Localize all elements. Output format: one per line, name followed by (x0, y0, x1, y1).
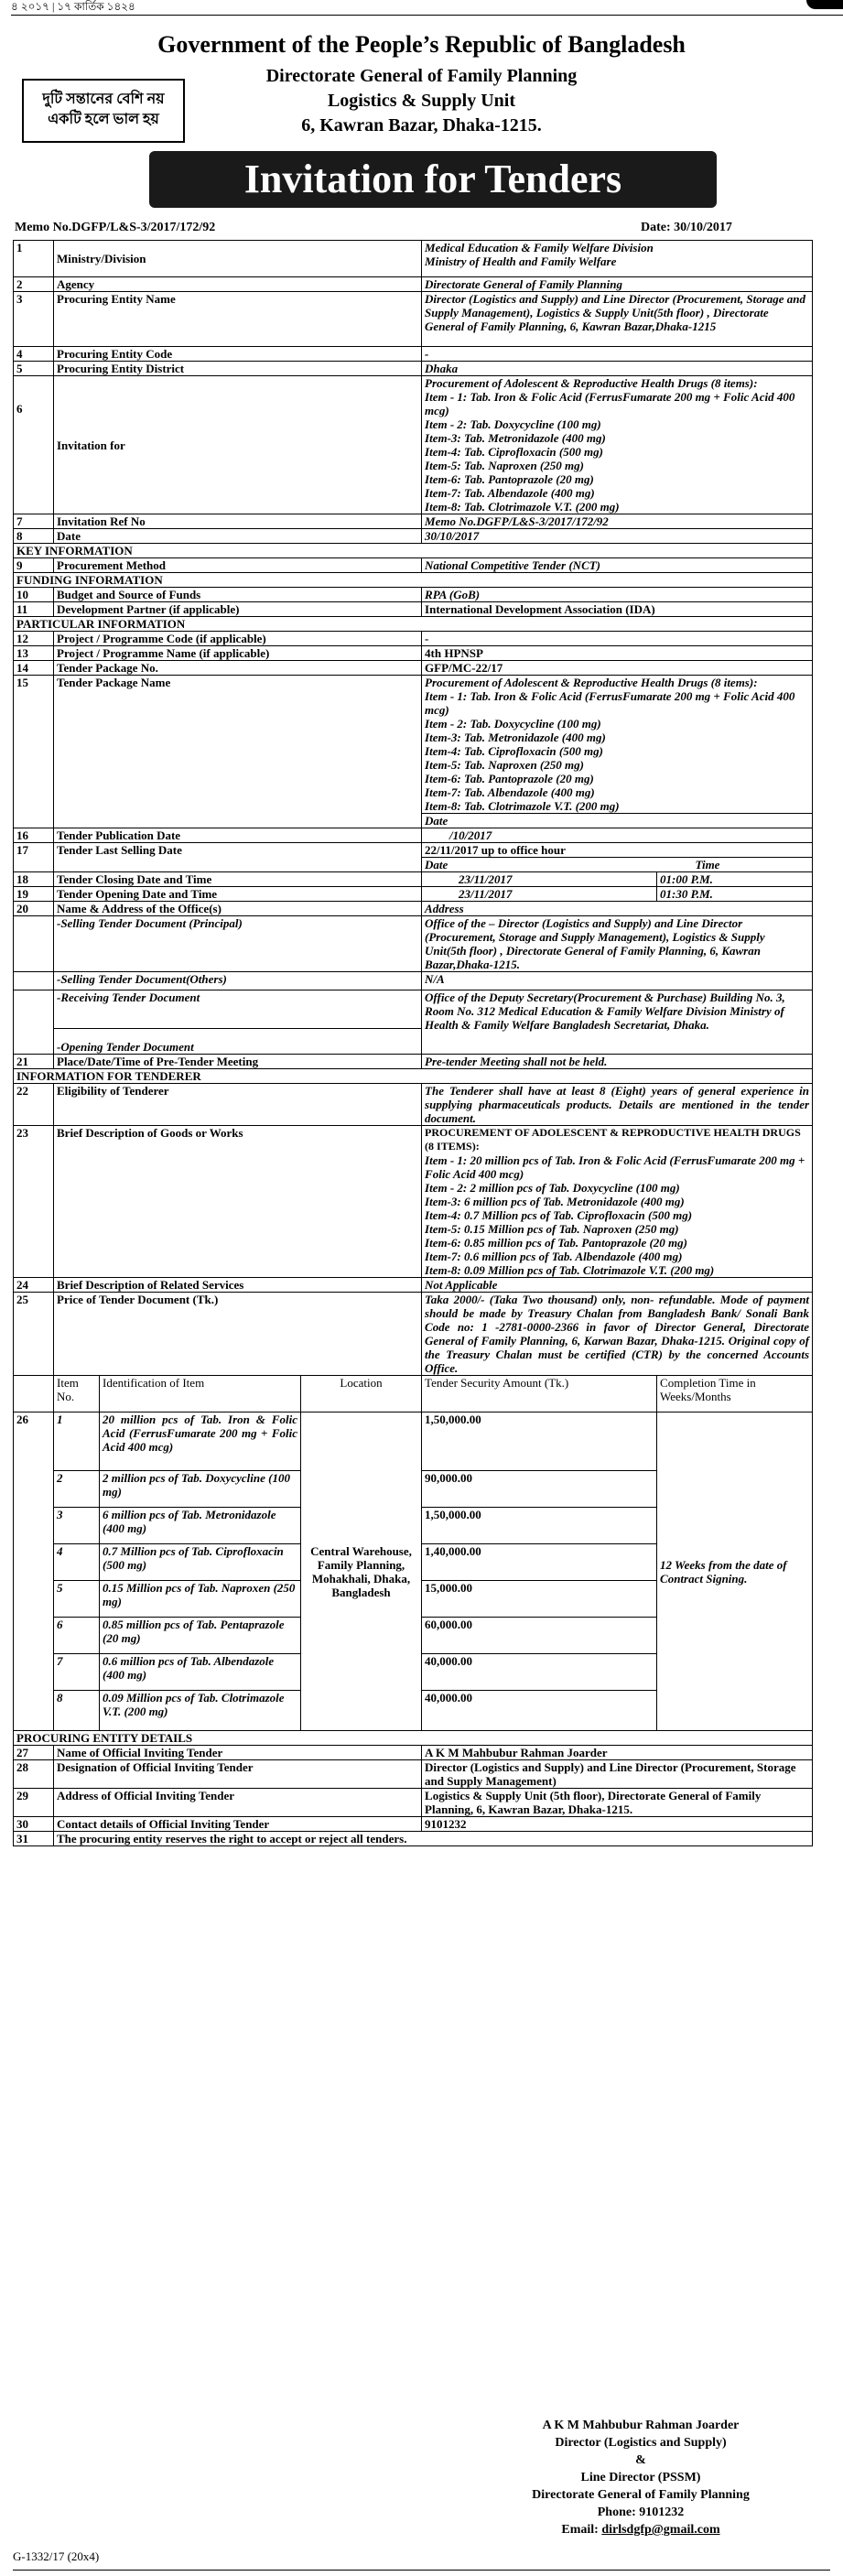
row-number: 11 (14, 602, 54, 617)
email-label: Email: (561, 2523, 602, 2537)
directorate-title: Directorate General of Family Planning (265, 66, 578, 86)
row-value (422, 676, 813, 828)
table-row (14, 916, 813, 972)
table-row (14, 1084, 813, 1126)
item-security: 40,000.00 (422, 1691, 657, 1731)
value-line: Item-4: 0.7 Million pcs of Tab. Ciprofloxacin (500 mg) (425, 1208, 693, 1222)
value-line: Ministry of Health and Family Welfare (425, 254, 617, 268)
slogan-line-2: একটি হলে ভাল হয় (48, 112, 159, 127)
row-value: Logistics & Supply Unit (5th floor), Directorate General of Family Planning, 6, Kawran Bazar, Dhaka-1215. (422, 1789, 813, 1817)
item-security: 1,40,000.00 (422, 1544, 657, 1581)
row-value: 30/10/2017 (422, 529, 813, 544)
item-no: 8 (54, 1691, 100, 1731)
row-label: Procurement Method (54, 558, 422, 573)
value-line: Item-8: 0.09 Million pcs of Tab. Clotrimazole V.T. (200 mg) (425, 1263, 715, 1277)
row-number: 10 (14, 588, 54, 602)
row-value: /10/2017 (422, 828, 813, 843)
row-number: 25 (14, 1293, 54, 1376)
email-link[interactable]: dirlsdgfp@gmail.com (601, 2523, 720, 2537)
section-heading: KEY INFORMATION (14, 544, 813, 558)
table-row (14, 632, 813, 646)
row-number: 22 (14, 1084, 54, 1126)
table-row (14, 1746, 813, 1760)
header-rule (11, 15, 843, 16)
value-line: Item-6: 0.85 million pcs of Tab. Pantoprazole (20 mg) (425, 1236, 687, 1250)
value-line: Procurement of Adolescent & Reproductive Health Drugs (8 items): (425, 376, 758, 390)
row-label: Procuring Entity Code (54, 347, 422, 362)
row-number: 9 (14, 558, 54, 573)
row-value: Not Applicable (422, 1278, 813, 1293)
signatory-ampersand: & (635, 2453, 646, 2467)
row-value: Office of the Deputy Secretary(Procurement & Purchase) Building No. 3, Room No. 312 Medical Education & Family Welfare Division Ministry of Health & Family Welfare Bangladesh Secretariat, Dhaka. (422, 990, 813, 1055)
row-value: International Development Association (IDA) (422, 602, 813, 617)
row-value: N/A (422, 972, 813, 990)
table-row (14, 902, 813, 916)
row-number: 1 (14, 241, 54, 277)
row-number: 17 (14, 843, 54, 872)
row-value: Pre-tender Meeting shall not be held. (422, 1055, 813, 1069)
row-number: 29 (14, 1789, 54, 1817)
value-line: Item - 2: 2 million pcs of Tab. Doxycycline (100 mg) (425, 1181, 680, 1195)
row-label: Brief Description of Related Services (54, 1278, 422, 1293)
row-number: 31 (14, 1832, 54, 1846)
row-number: 27 (14, 1746, 54, 1760)
row-value: 9101232 (422, 1817, 813, 1832)
row-label: -Selling Tender Document (Principal) (54, 916, 422, 972)
item-no-header: Item No. (54, 1376, 100, 1412)
row-value (422, 376, 813, 514)
invitation-banner: Invitation for Tenders (149, 151, 717, 208)
date-time-subheading (422, 857, 812, 871)
bottom-rule (13, 2570, 830, 2571)
row-label: Project / Programme Code (if applicable) (54, 632, 422, 646)
row-value: - (422, 347, 813, 362)
signatory-email-line (476, 2521, 805, 2538)
row-number: 8 (14, 529, 54, 544)
row-label: Eligibility of Tenderer (54, 1084, 422, 1126)
table-row (14, 646, 813, 661)
memo-number: Memo No.DGFP/L&S-3/2017/172/92 (15, 221, 216, 234)
row-number: 13 (14, 646, 54, 661)
row-value (422, 843, 813, 872)
row-value: - (422, 632, 813, 646)
value-line: Item-4: Tab. Ciprofloxacin (500 mg) (425, 445, 603, 459)
unit-title: Logistics & Supply Unit (327, 91, 516, 111)
advert-code: G-1332/17 (20x4) (13, 2549, 100, 2563)
item-location: Central Warehouse, Family Planning, Mohakhali, Dhaka, Bangladesh (301, 1412, 422, 1731)
row-label: Procuring Entity Name (54, 292, 422, 347)
table-row (14, 1760, 813, 1789)
row-label: Tender Publication Date (54, 828, 422, 843)
value-line: Item - 2: Tab. Doxycycline (100 mg) (425, 717, 601, 731)
row-number: 23 (14, 1126, 54, 1278)
row-number: 28 (14, 1760, 54, 1789)
empty-cell (14, 1376, 54, 1412)
row-label: Tender Closing Date and Time (54, 872, 422, 887)
table-row (14, 990, 813, 1055)
row-value: RPA (GoB) (422, 588, 813, 602)
value-line: Item-7: Tab. Albendazole (400 mg) (425, 785, 595, 799)
row-label: Project / Programme Name (if applicable) (54, 646, 422, 661)
corner-mark (806, 0, 843, 9)
table-row (14, 1832, 813, 1846)
row-value: 4th HPNSP (422, 646, 813, 661)
empty-cell (14, 972, 54, 990)
table-row (14, 1278, 813, 1293)
section-heading-row (14, 573, 813, 588)
table-row (14, 872, 813, 887)
security-header: Tender Security Amount (Tk.) (422, 1376, 657, 1412)
row-number: 12 (14, 632, 54, 646)
value-line: Item-8: Tab. Clotrimazole V.T. (200 mg) (425, 799, 620, 813)
table-row (14, 887, 813, 902)
table-row (14, 828, 813, 843)
section-heading-row (14, 617, 813, 632)
row-number: 21 (14, 1055, 54, 1069)
section-heading-row (14, 1731, 813, 1746)
signatory-name: A K M Mahbubur Rahman Joarder (542, 2419, 740, 2432)
item-row (14, 1412, 813, 1471)
receiving-label: -Receiving Tender Document (57, 990, 200, 1004)
row-number: 20 (14, 902, 54, 916)
value-line: Item-5: Tab. Naproxen (250 mg) (425, 459, 584, 472)
row-number: 3 (14, 292, 54, 347)
table-row (14, 676, 813, 828)
row-label: Invitation Ref No (54, 514, 422, 529)
row-label: Date (54, 529, 422, 544)
row-number: 5 (14, 362, 54, 376)
empty-cell (14, 990, 54, 1055)
table-row (14, 1789, 813, 1817)
item-completion: 12 Weeks from the date of Contract Signing. (657, 1412, 813, 1731)
table-row (14, 588, 813, 602)
time-subheading: Time (695, 858, 720, 871)
value-line: Item-6: Tab. Pantoprazole (20 mg) (425, 472, 594, 486)
last-selling-value: 22/11/2017 up to office hour (425, 843, 566, 857)
item-identification: 0.09 Million pcs of Tab. Clotrimazole V.T. (200 mg) (100, 1691, 301, 1731)
value-line: Item-3: Tab. Metronidazole (400 mg) (425, 431, 606, 445)
row-number: 4 (14, 347, 54, 362)
row-number: 14 (14, 661, 54, 676)
table-row (14, 362, 813, 376)
row-label: Brief Description of Goods or Works (54, 1126, 422, 1278)
table-row (14, 972, 813, 990)
item-security: 1,50,000.00 (422, 1412, 657, 1471)
item-identification: 6 million pcs of Tab. Metronidazole (400 mg) (100, 1508, 301, 1544)
section-heading: PROCURING ENTITY DETAILS (14, 1731, 813, 1746)
table-row (14, 661, 813, 676)
row-label: Contact details of Official Inviting Tender (54, 1817, 422, 1832)
signatory-title: Director (Logistics and Supply) (555, 2436, 727, 2450)
row-number: 24 (14, 1278, 54, 1293)
value-line: Procurement of Adolescent & Reproductive Health Drugs (8 items): (425, 676, 758, 689)
item-security: 90,000.00 (422, 1471, 657, 1508)
section-heading: INFORMATION FOR TENDERER (14, 1069, 813, 1084)
value-line: Item - 2: Tab. Doxycycline (100 mg) (425, 417, 601, 431)
item-no: 4 (54, 1544, 100, 1581)
value-line: PROCUREMENT OF ADOLESCENT & REPRODUCTIVE HEALTH DRUGS (8 ITEMS): (425, 1126, 801, 1153)
gov-title: Government of the People’s Republic of Bangladesh (157, 31, 686, 58)
opening-date: 23/11/2017 (422, 887, 657, 902)
row-label (54, 990, 422, 1055)
tender-table (13, 240, 813, 1846)
row-value: National Competitive Tender (NCT) (422, 558, 813, 573)
item-no: 3 (54, 1508, 100, 1544)
section-heading: PARTICULAR INFORMATION (14, 617, 813, 632)
row-label: Ministry/Division (54, 241, 422, 277)
item-security: 15,000.00 (422, 1581, 657, 1618)
value-line: Item-5: 0.15 Million pcs of Tab. Naproxen (250 mg) (425, 1222, 679, 1236)
value-line: Item-4: Tab. Ciprofloxacin (500 mg) (425, 744, 603, 758)
row-value: Director (Logistics and Supply) and Line Director (Procurement, Storage and Supply Management) (422, 1760, 813, 1789)
empty-cell (14, 916, 54, 972)
value-line: Item-8: Tab. Clotrimazole V.T. (200 mg) (425, 500, 620, 514)
item-no: 2 (54, 1471, 100, 1508)
memo-date: Date: 30/10/2017 (641, 221, 732, 234)
signature-block (476, 2417, 805, 2538)
row-value (422, 1126, 813, 1278)
item-identification: 0.85 million pcs of Tab. Pentaprazole (20 mg) (100, 1618, 301, 1654)
table-row (14, 1126, 813, 1278)
value-line: Item-7: 0.6 million pcs of Tab. Albendazole (400 mg) (425, 1250, 683, 1263)
row-label: -Selling Tender Document(Others) (54, 972, 422, 990)
row-label: Name of Official Inviting Tender (54, 1746, 422, 1760)
row-value: The Tenderer shall have at least 8 (Eight) years of general experience in supplying pharmaceuticals products. Details are mentioned in the tender document. (422, 1084, 813, 1126)
date-subheading: Date (422, 813, 812, 828)
row-label: Tender Last Selling Date (54, 843, 422, 872)
table-row (14, 1817, 813, 1832)
table-row (14, 241, 813, 277)
location-header: Location (301, 1376, 422, 1412)
row-label: Tender Package Name (54, 676, 422, 828)
value-line: Item-3: Tab. Metronidazole (400 mg) (425, 731, 606, 744)
table-row (14, 277, 813, 292)
value-line: Medical Education & Family Welfare Division (425, 241, 654, 254)
signatory-line-director: Line Director (PSSM) (580, 2471, 701, 2484)
item-identification: 2 million pcs of Tab. Doxycycline (100 mg) (100, 1471, 301, 1508)
row-number: 7 (14, 514, 54, 529)
item-identification: 0.6 million pcs of Tab. Albendazole (400 mg) (100, 1654, 301, 1691)
item-security: 40,000.00 (422, 1654, 657, 1691)
table-row (14, 347, 813, 362)
reservation-statement: The procuring entity reserves the right to accept or reject all tenders. (54, 1832, 813, 1846)
table-row (14, 602, 813, 617)
opening-time: 01:30 P.M. (657, 887, 813, 902)
table-row (14, 529, 813, 544)
row-label: Agency (54, 277, 422, 292)
item-no: 5 (54, 1581, 100, 1618)
row-label: Place/Date/Time of Pre-Tender Meeting (54, 1055, 422, 1069)
table-row (14, 514, 813, 529)
row-value: Office of the – Director (Logistics and Supply) and Line Director (Procurement, Storage and Supply Management), Logistics & Supply Unit(5th floor) , Directorate General of Family Planning, 6, Kawran Bazar,Dhaka-1215. (422, 916, 813, 972)
row-value: Memo No.DGFP/L&S-3/2017/172/92 (422, 514, 813, 529)
table-row (14, 558, 813, 573)
row-label: Tender Package No. (54, 661, 422, 676)
section-heading-row (14, 544, 813, 558)
row-label: Procuring Entity District (54, 362, 422, 376)
item-identification: 0.15 Million pcs of Tab. Naproxen (250 mg) (100, 1581, 301, 1618)
row-number: 2 (14, 277, 54, 292)
row-label: Designation of Official Inviting Tender (54, 1760, 422, 1789)
row-number: 15 (14, 676, 54, 828)
address-title: 6, Kawran Bazar, Dhaka-1215. (301, 115, 542, 135)
row-number: 16 (14, 828, 54, 843)
items-header-row (14, 1376, 813, 1412)
row-label: Budget and Source of Funds (54, 588, 422, 602)
item-security: 1,50,000.00 (422, 1508, 657, 1544)
row-value: Director (Logistics and Supply) and Line Director (Procurement, Storage and Supply Management), Logistics & Supply Unit(5th floor) , Directorate General of Family Planning, 6, Kawran Bazar,Dhaka-1215 (422, 292, 813, 347)
row-value: Directorate General of Family Planning (422, 277, 813, 292)
row-value: Address (422, 902, 813, 916)
closing-date: 23/11/2017 (422, 872, 657, 887)
row-label: Development Partner (if applicable) (54, 602, 422, 617)
row-label: Tender Opening Date and Time (54, 887, 422, 902)
value-line: Item-3: 6 million pcs of Tab. Metronidazole (400 mg) (425, 1195, 685, 1208)
row-number: 26 (14, 1412, 54, 1731)
signatory-org: Directorate General of Family Planning (532, 2488, 750, 2502)
table-row (14, 1055, 813, 1069)
slogan-line-1: দুটি সন্তানের বেশি নয় (42, 92, 165, 107)
value-line: Item-5: Tab. Naproxen (250 mg) (425, 758, 584, 772)
item-security: 60,000.00 (422, 1618, 657, 1654)
table-row (14, 292, 813, 347)
value-line: Item-7: Tab. Albendazole (400 mg) (425, 486, 595, 500)
table-row (14, 843, 813, 872)
table-row (14, 1293, 813, 1376)
value-line: Item - 1: Tab. Iron & Folic Acid (FerrusFumarate 200 mg + Folic Acid 400 mcg) (425, 689, 795, 717)
row-number: 6 (14, 376, 54, 514)
section-heading: FUNDING INFORMATION (14, 573, 813, 588)
row-label: Address of Official Inviting Tender (54, 1789, 422, 1817)
completion-header: Completion Time in Weeks/Months (657, 1376, 813, 1412)
closing-time: 01:00 P.M. (657, 872, 813, 887)
value-line: Item - 1: 20 million pcs of Tab. Iron & Folic Acid (FerrusFumarate 200 mg + Folic Acid 400 mcg) (425, 1153, 805, 1181)
value-line: Item - 1: Tab. Iron & Folic Acid (FerrusFumarate 200 mg + Folic Acid 400 mcg) (425, 390, 795, 417)
row-number: 19 (14, 887, 54, 902)
row-value (422, 241, 813, 277)
item-no: 1 (54, 1412, 100, 1471)
row-label: Invitation for (54, 376, 422, 514)
identification-header: Identification of Item (100, 1376, 301, 1412)
row-number: 30 (14, 1817, 54, 1832)
value-line: Item-6: Tab. Pantoprazole (20 mg) (425, 772, 594, 785)
row-label: Price of Tender Document (Tk.) (54, 1293, 422, 1376)
table-row (14, 376, 813, 514)
family-planning-slogan (22, 79, 185, 143)
row-value: Taka 2000/- (Taka Two thousand) only, non- refundable. Mode of payment should be made by Treasury Chalan from Bangladesh Bank/ Sonali Bank Code no: 1 -2781-0000-2366 in favor of Director General, Directorate General of Family Planning, 6, Karwan Bazar, Dhaka-1215. Original copy of the Treasury Chalan must be certified (CTR) by the concerned Accounts Office. (422, 1293, 813, 1376)
item-no: 7 (54, 1654, 100, 1691)
item-identification: 20 million pcs of Tab. Iron & Folic Acid (FerrusFumarate 200 mg + Folic Acid 400 mcg) (100, 1412, 301, 1471)
row-value: A K M Mahbubur Rahman Joarder (422, 1746, 813, 1760)
signatory-phone: Phone: 9101232 (597, 2506, 685, 2519)
section-heading-row (14, 1069, 813, 1084)
item-no: 6 (54, 1618, 100, 1654)
date-subheading: Date (425, 858, 449, 871)
row-value: GFP/MC-22/17 (422, 661, 813, 676)
item-identification: 0.7 Million pcs of Tab. Ciprofloxacin (500 mg) (100, 1544, 301, 1581)
opening-label: -Opening Tender Document (54, 1028, 421, 1054)
row-value: Dhaka (422, 362, 813, 376)
row-label: Name & Address of the Office(s) (54, 902, 422, 916)
header-date-strip: ৪ ২০১৭ | ১৭ কার্তিক ১৪২৪ (11, 0, 135, 13)
row-number: 18 (14, 872, 54, 887)
